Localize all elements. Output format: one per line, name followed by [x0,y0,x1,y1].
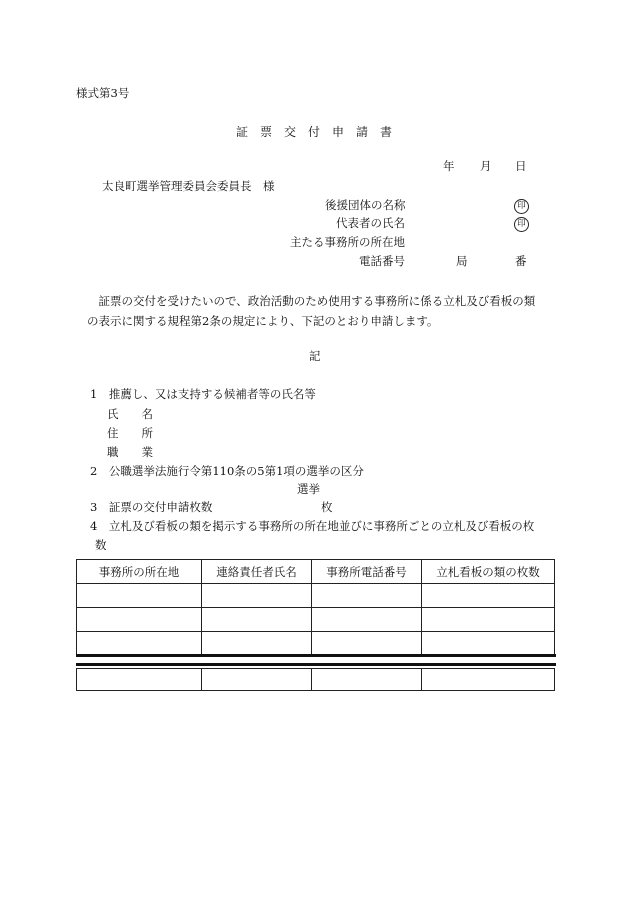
table-header-row [77,560,555,584]
table-cell[interactable] [77,608,202,632]
table-cell[interactable] [202,632,312,656]
table-cell[interactable] [422,669,555,691]
item-1: 1 推薦し、又は支持する候補者等の氏名等 [90,387,316,401]
table-cell[interactable] [312,584,422,608]
table-cell[interactable] [422,632,555,656]
item-4-line-1: 4 立札及び看板の類を掲示する事務所の所在地並びに事務所ごとの立札及び看板の枚 [90,519,535,533]
representative-name-label: 代表者の氏名 [336,216,405,230]
phone-label: 電話番号 [359,254,405,268]
phone-exchange: 局 [456,254,468,268]
date-day: 日 [515,159,527,173]
page-title: 証 票 交 付 申 請 書 [236,125,393,139]
addressee: 太良町選挙管理委員会委員長 様 [102,179,275,193]
table-row [77,608,555,632]
office-table [76,559,555,656]
table-cell[interactable] [77,584,202,608]
address-label: 住 所 [107,426,153,440]
table-cell[interactable] [312,608,422,632]
table-header-cell: 事務所電話番号 [312,560,422,584]
table-row [77,584,555,608]
sheets-unit: 枚 [321,500,333,514]
table-cell[interactable] [77,632,202,656]
table-cell[interactable] [202,669,312,691]
main-office-address-label: 主たる事務所の所在地 [290,235,405,249]
election-label: 選挙 [297,482,320,496]
date-month: 月 [480,159,492,173]
org-name-label: 後援団体の名称 [325,198,406,212]
table-cell[interactable] [312,669,422,691]
table-cell[interactable] [202,608,312,632]
name-label: 氏 名 [107,407,153,421]
table-cell[interactable] [202,584,312,608]
form-number: 様式第3号 [76,86,130,100]
ki-heading: 記 [309,349,321,363]
item-3: 3 証票の交付申請枚数 [90,500,213,514]
table-header-cell: 連絡責任者氏名 [202,560,312,584]
table-row [77,632,555,656]
body-text-line-2: の表示に関する規程第2条の規定により、下記のとおり申請します。 [87,314,439,328]
table-cell[interactable] [422,584,555,608]
table-header-cell: 事務所の所在地 [77,560,202,584]
table-cell[interactable] [77,669,202,691]
office-table-continued [76,668,555,691]
occupation-label: 職 業 [107,445,153,459]
phone-number: 番 [515,254,527,268]
table-cell[interactable] [312,632,422,656]
table-break-rule [76,654,556,657]
seal-icon: 印 [514,199,529,214]
body-text-line-1: 証票の交付を受けたいので、政治活動のため使用する事務所に係る立札及び看板の類 [87,294,536,308]
seal-icon: 印 [514,217,529,232]
item-2: 2 公職選挙法施行令第110条の5第1項の選挙の区分 [90,464,364,478]
item-4-line-2: 数 [95,538,107,552]
table-break-rule [76,663,556,666]
date-year: 年 [443,159,455,173]
table-cell[interactable] [422,608,555,632]
table-row [77,669,555,691]
table-header-cell: 立札看板の類の枚数 [422,560,555,584]
